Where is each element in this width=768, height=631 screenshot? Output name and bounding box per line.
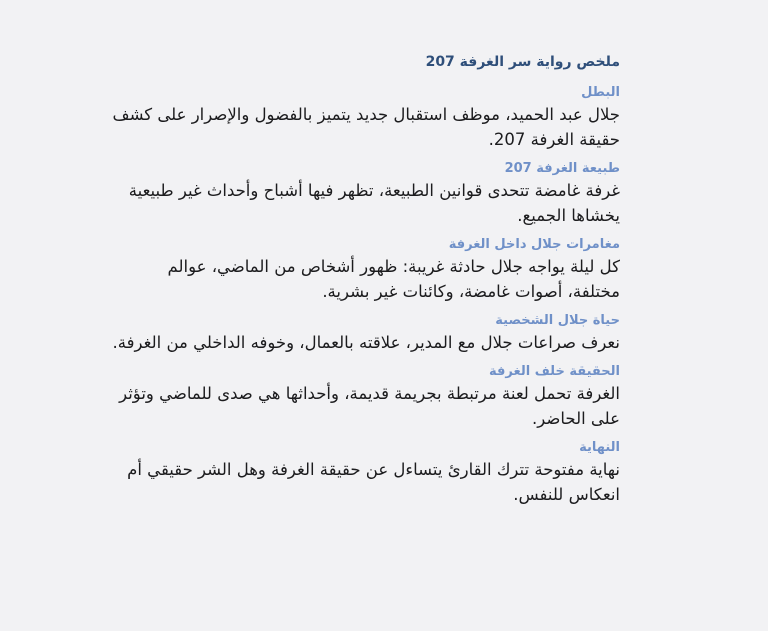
section-adventures bbox=[110, 236, 620, 304]
section-heading: البطل bbox=[581, 85, 620, 100]
section-heading: الحقيقة خلف الغرفة bbox=[489, 364, 620, 379]
section-body: نعرف صراعات جلال مع المدير، علاقته بالعمال، وخوفه الداخلي من الغرفة. bbox=[112, 333, 620, 352]
section-body: نهاية مفتوحة تترك القارئ يتساءل عن حقيقة الغرفة وهل الشر حقيقي أم انعكاس للنفس. bbox=[127, 460, 620, 504]
section-truth bbox=[110, 363, 620, 431]
section-hero bbox=[110, 84, 620, 152]
section-ending bbox=[110, 439, 620, 507]
section-heading: طبيعة الغرفة 207 bbox=[504, 161, 620, 176]
section-heading: مغامرات جلال داخل الغرفة bbox=[448, 237, 620, 252]
section-personal-life bbox=[110, 312, 620, 355]
section-room-nature bbox=[110, 160, 620, 228]
section-body: كل ليلة يواجه جلال حادثة غريبة: ظهور أشخاص من الماضي، عوالم مختلفة، أصوات غامضة، وكائنات غير بشرية. bbox=[167, 257, 620, 301]
section-body: غرفة غامضة تتحدى قوانين الطبيعة، تظهر فيها أشباح وأحداث غير طبيعية يخشاها الجميع. bbox=[128, 181, 620, 225]
document bbox=[110, 52, 620, 515]
document-title: ملخص رواية سر الغرفة 207 bbox=[425, 54, 620, 70]
section-heading: النهاية bbox=[579, 440, 620, 455]
section-body: الغرفة تحمل لعنة مرتبطة بجريمة قديمة، وأحداثها هي صدى للماضي وتؤثر على الحاضر. bbox=[119, 384, 620, 428]
section-heading: حياة جلال الشخصية bbox=[495, 313, 620, 328]
section-body: جلال عبد الحميد، موظف استقبال جديد يتميز بالفضول والإصرار على كشف حقيقة الغرفة 207. bbox=[112, 105, 620, 149]
